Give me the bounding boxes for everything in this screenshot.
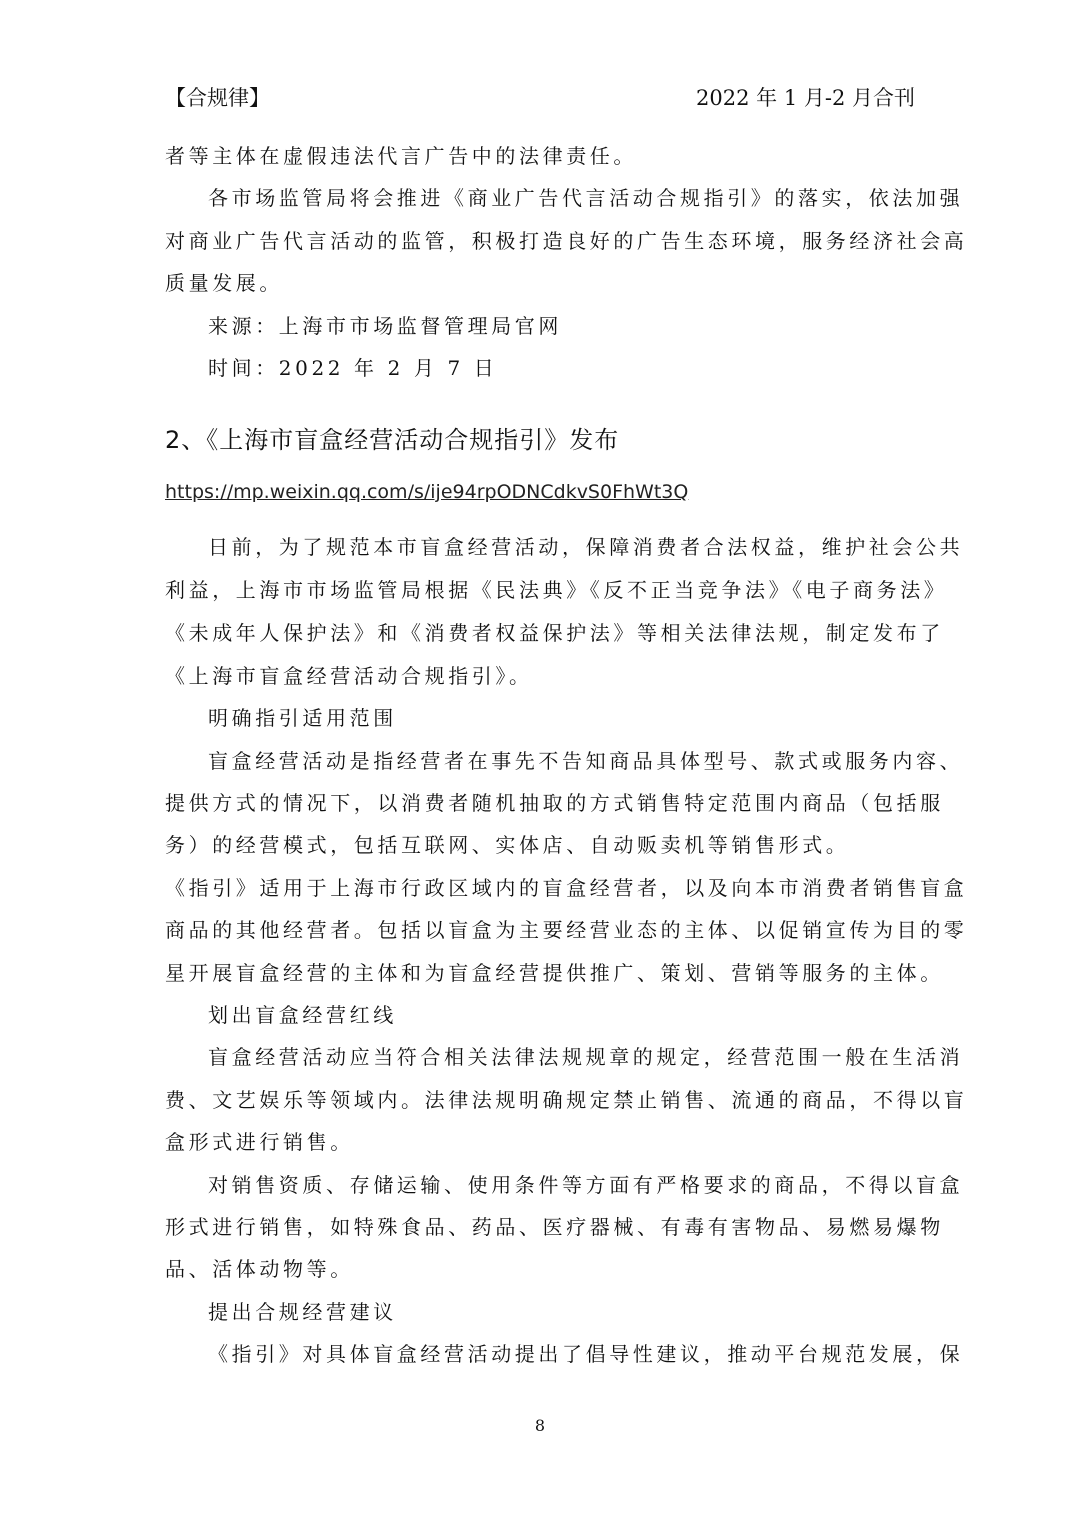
article-line: 利益，上海市市场监管局根据《民法典》《反不正当竞争法》《电子商务法》 [165,578,948,602]
article-line: 形式进行销售，如特殊食品、药品、医疗器械、有毒有害物品、易燃易爆物 [165,1215,944,1239]
subheading: 明确指引适用范围 [208,706,397,730]
article-line: 务）的经营模式，包括互联网、实体店、自动贩卖机等销售形式。 [165,833,850,857]
article-line: 日前，为了规范本市盲盒经营活动，保障消费者合法权益，维护社会公共 [208,535,964,559]
date-line: 时间：2022 年 2 月 7 日 [208,356,498,380]
article-line: 《指引》适用于上海市行政区域内的盲盒经营者，以及向本市消费者销售盲盒 [165,876,968,900]
subheading: 划出盲盒经营红线 [208,1003,397,1027]
header-left: 【合规律】 [165,86,270,110]
article-line: 盲盒经营活动是指经营者在事先不告知商品具体型号、款式或服务内容、 [208,749,964,773]
article-line: 盒形式进行销售。 [165,1130,354,1154]
article-line: 商品的其他经营者。包括以盲盒为主要经营业态的主体、以促销宣传为目的零 [165,918,968,942]
source-line: 来源：上海市市场监督管理局官网 [208,314,562,338]
article-line: 《上海市盲盒经营活动合规指引》。 [165,664,533,688]
article-line: 盲盒经营活动应当符合相关法律法规规章的规定，经营范围一般在生活消 [208,1045,964,1069]
article-line: 对销售资质、存储运输、使用条件等方面有严格要求的商品，不得以盲盒 [208,1173,964,1197]
header-right: 2022 年 1 月-2 月合刊 [696,86,915,110]
body-line: 对商业广告代言活动的监管，积极打造良好的广告生态环境，服务经济社会高 [165,229,968,253]
subheading: 提出合规经营建议 [208,1300,397,1324]
body-line: 者等主体在虚假违法代言广告中的法律责任。 [165,144,637,168]
article-line: 品、活体动物等。 [165,1257,354,1281]
page-number: 8 [534,1416,546,1435]
article-line: 《未成年人保护法》和《消费者权益保护法》等相关法律法规，制定发布了 [165,621,944,645]
article-line: 星开展盲盒经营的主体和为盲盒经营提供推广、策划、营销等服务的主体。 [165,961,944,985]
article-line: 《指引》对具体盲盒经营活动提出了倡导性建议，推动平台规范发展，保 [208,1342,964,1366]
article-line: 费、文艺娱乐等领域内。法律法规明确规定禁止销售、流通的商品，不得以盲 [165,1088,968,1112]
section-title: 2、《上海市盲盒经营活动合规指引》发布 [165,426,620,454]
article-link[interactable]: https://mp.weixin.qq.com/s/ije94rpODNCdkvS0FhWt3Q [165,481,689,503]
body-line: 各市场监管局将会推进《商业广告代言活动合规指引》的落实，依法加强 [208,186,964,210]
article-line: 提供方式的情况下，以消费者随机抽取的方式销售特定范围内商品（包括服 [165,791,944,815]
body-line: 质量发展。 [165,271,283,295]
